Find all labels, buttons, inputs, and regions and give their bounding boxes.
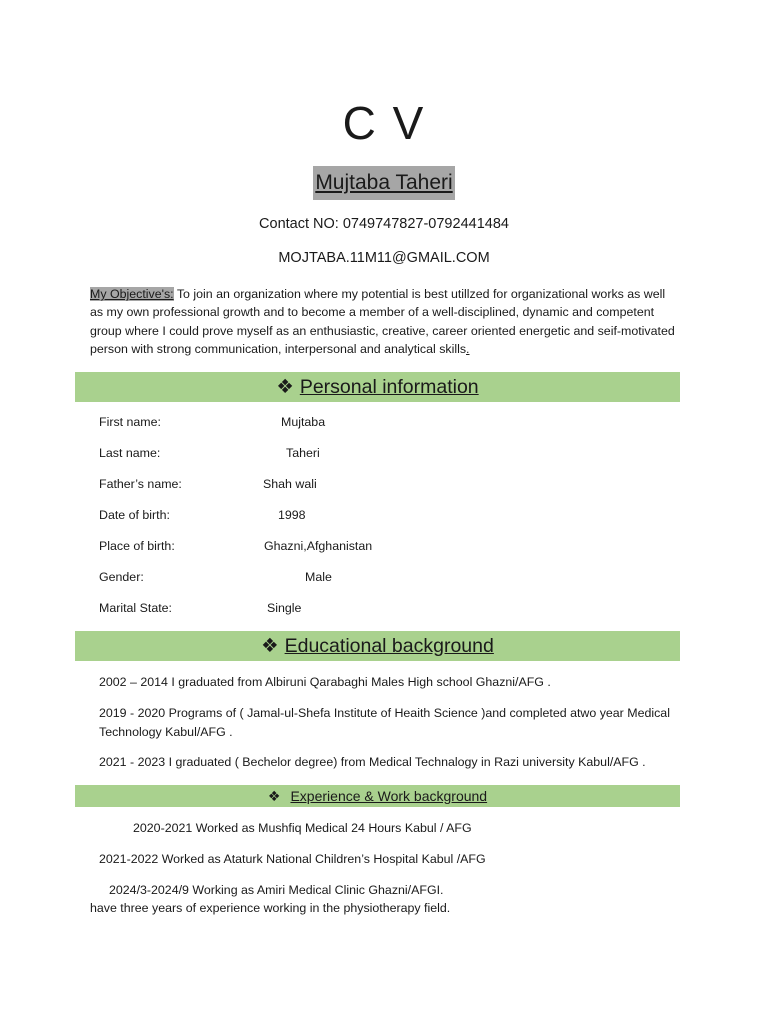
education-item: 2002 – 2014 I graduated from Albiruni Qarabaghi Males High school Ghazni/AFG . <box>99 675 551 689</box>
info-value: Male <box>305 570 332 584</box>
experience-item: 2024/3-2024/9 Working as Amiri Medical Clinic Ghazni/AFGI. <box>109 883 444 897</box>
info-label: Last name: <box>99 446 161 460</box>
info-label: Gender: <box>99 570 144 584</box>
info-label: Date of birth: <box>99 508 170 522</box>
email-address: MOJTABA.11M11@GMAIL.COM <box>278 250 490 266</box>
section-experience <box>75 785 680 807</box>
info-row-date-of-birth <box>99 506 599 524</box>
diamond-bullet-icon: ❖ <box>276 376 294 398</box>
education-item: 2021 - 2023 I graduated ( Bechelor degree) from Medical Technalogy in Razi university Kabul/AFG . <box>99 755 646 769</box>
info-label: First name: <box>99 415 161 429</box>
education-item: 2019 - 2020 Programs of ( Jamal-ul-Shefa Institute of Heaith Science )and completed atwo year Medical Technology Kabul/AFG . <box>99 706 670 739</box>
objective-label: My Objective's: <box>90 287 174 301</box>
diamond-bullet-icon: ❖ <box>261 635 279 657</box>
info-row-last-name <box>99 444 599 462</box>
info-label: Father’s name: <box>99 477 182 491</box>
section-heading: Experience & Work background <box>290 788 488 804</box>
info-row-place-of-birth <box>99 537 599 555</box>
section-heading: Personal information <box>299 376 479 398</box>
info-value: 1998 <box>278 508 306 522</box>
section-personal-information <box>75 372 680 402</box>
objective-paragraph <box>90 285 680 358</box>
objective-text: To join an organization where my potential is best utillzed for organizational works as well as my own professional growth and to become a member of a well-disciplined, dynamic and competent group where I could prove myself as an enthusiastic, creative, career oriented energetic and seif-motivated person with strong communication, interpersonal and analytical skills <box>90 287 675 356</box>
info-label: Marital State: <box>99 601 172 615</box>
info-value: Single <box>267 601 302 615</box>
objective-end: . <box>466 341 470 356</box>
experience-item: 2020-2021 Worked as Mushfiq Medical 24 Hours Kabul / AFG <box>133 821 472 835</box>
experience-note: have three years of experience working in the physiotherapy field. <box>90 901 451 915</box>
name-wrapper <box>0 166 768 200</box>
diamond-bullet-icon: ❖ <box>267 788 281 804</box>
contact-number: Contact NO: 0749747827-0792441484 <box>259 216 509 232</box>
document-title: C V <box>342 97 426 149</box>
info-value: Mujtaba <box>281 415 326 429</box>
info-value: Ghazni,Afghanistan <box>264 539 373 553</box>
info-row-first-name <box>99 413 599 431</box>
info-row-marital-state <box>99 599 599 617</box>
info-value: Taheri <box>286 446 320 460</box>
section-heading: Educational background <box>284 635 494 657</box>
info-label: Place of birth: <box>99 539 175 553</box>
experience-item: 2021-2022 Worked as Ataturk National Children’s Hospital Kabul /AFG <box>99 852 486 866</box>
candidate-name: Mujtaba Taheri <box>313 166 454 200</box>
info-row-gender <box>99 568 599 586</box>
info-value: Shah wali <box>263 477 317 491</box>
section-educational-background <box>75 631 680 661</box>
info-row-fathers-name <box>99 475 599 493</box>
